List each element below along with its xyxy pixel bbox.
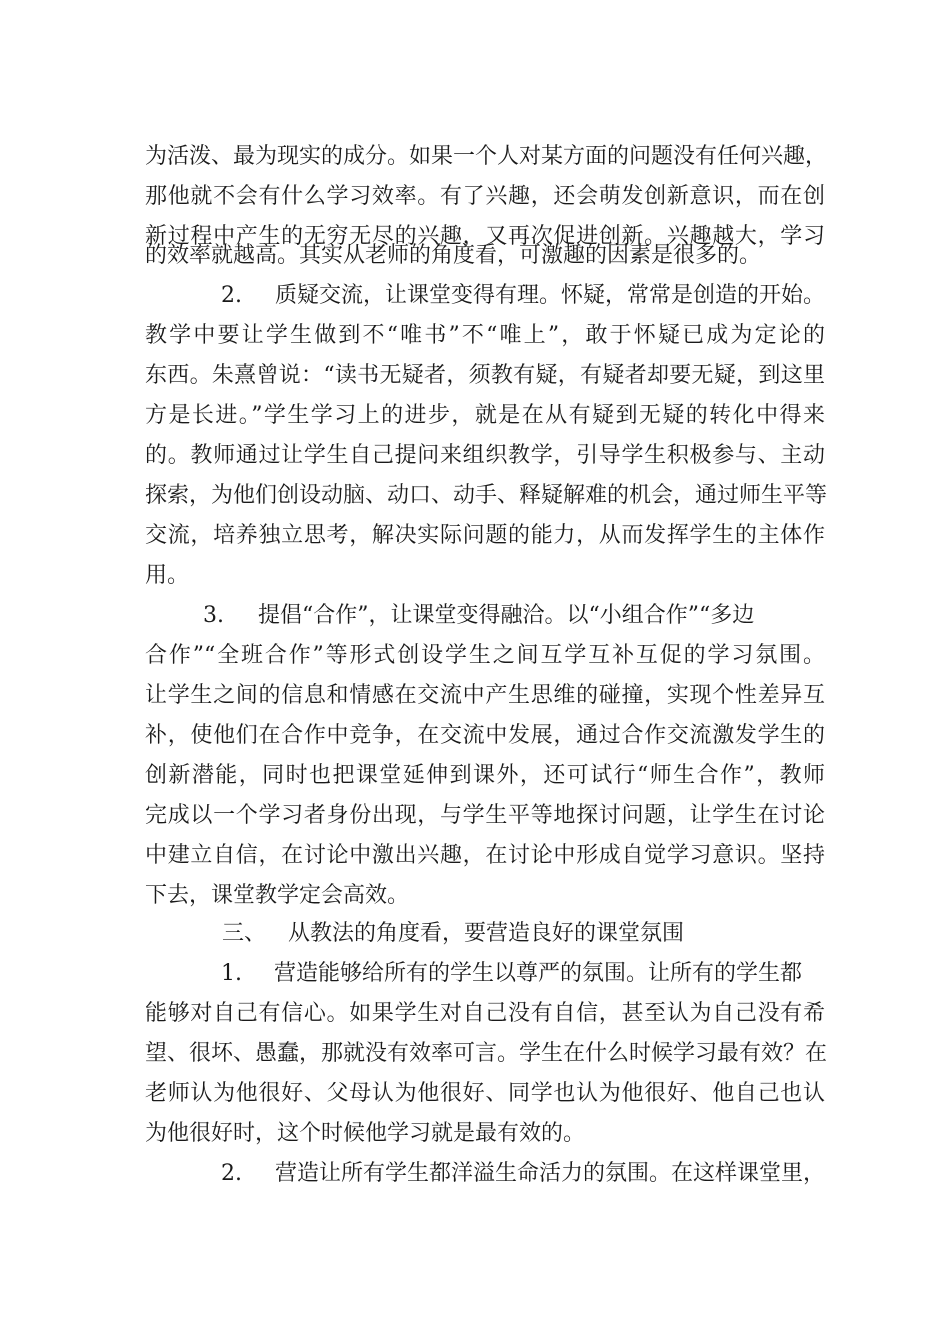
list-item-2	[145, 276, 825, 316]
list-item-text: 营造让所有学生都洋溢生命活力的氛围。在这样课堂里，	[275, 1161, 826, 1186]
paragraph-line: 探索，为他们创设动脑、动口、动手、释疑解难的机会，通过师生平等	[145, 483, 828, 508]
paragraph-line: 完成以一个学习者身份出现，与学生平等地探讨问题，让学生在讨论	[145, 803, 825, 828]
paragraph-line: 东西。朱熹曾说：“读书无疑者，须教有疑，有疑者却要无疑，到这里	[145, 363, 825, 388]
list-item-1	[145, 954, 825, 994]
list-item-3	[145, 596, 825, 636]
paragraph-line: 创新潜能，同时也把课堂延伸到课外，还可试行“师生合作”，教师	[145, 763, 825, 788]
section-number: 三、	[222, 921, 267, 946]
paragraph-line: 中建立自信，在讨论中激出兴趣，在讨论中形成自觉学习意识。坚持	[145, 843, 825, 868]
section-title: 从教法的角度看，要营造良好的课堂氛围	[288, 921, 685, 946]
paragraph-line: 交流，培养独立思考，解决实际问题的能力，从而发挥学生的主体作	[145, 523, 825, 548]
list-item-text: 营造能够给所有的学生以尊严的氛围。让所有的学生都	[274, 961, 803, 986]
paragraph-line: 补，使他们在合作中竞争，在交流中发展，通过合作交流激发学生的	[145, 723, 825, 748]
list-number: 1.	[221, 961, 242, 986]
list-item-text: 质疑交流，让课堂变得有理。怀疑，常常是创造的开始。	[275, 283, 826, 308]
paragraph-line: 新过程中产生的无穷无尽的兴趣，又再次促进创新。兴趣越大，学习	[145, 224, 825, 249]
paragraph-line: 让学生之间的信息和情感在交流中产生思维的碰撞，实现个性差异互	[145, 683, 825, 708]
paragraph-line: 用。	[145, 563, 190, 588]
paragraph-line: 能够对自己有信心。如果学生对自己没有自信，甚至认为自己没有希	[145, 1001, 825, 1026]
paragraph-line: 下去，课堂教学定会高效。	[145, 883, 410, 908]
list-item-text: 提倡“合作”，让课堂变得融洽。以“小组合作”“多边	[258, 603, 755, 628]
paragraph-line: 老师认为他很好、父母认为他很好、同学也认为他很好、他自己也认	[145, 1081, 825, 1106]
paragraph-line: 为活泼、最为现实的成分。如果一个人对某方面的问题没有任何兴趣，	[145, 144, 828, 169]
paragraph-line: 的效率就越高。其实从老师的角度看，可激趣的因素是很多的。	[145, 243, 762, 268]
list-item-2b	[145, 1154, 825, 1194]
paragraph-line: 的。教师通过让学生自己提问来组织教学，引导学生积极参与、主动	[145, 443, 825, 468]
list-number: 2.	[221, 1161, 242, 1186]
paragraph-line: 那他就不会有什么学习效率。有了兴趣，还会萌发创新意识，而在创	[145, 184, 825, 209]
list-number: 2.	[221, 283, 242, 308]
paragraph-line: 望、很坏、愚蠢，那就没有效率可言。学生在什么时候学习最有效？在	[145, 1041, 828, 1066]
paragraph-line: 为他很好时，这个时候他学习就是最有效的。	[145, 1121, 586, 1146]
paragraph-line: 合作”“全班合作”等形式创设学生之间互学互补互促的学习氛围。	[145, 643, 825, 668]
list-number: 3.	[203, 603, 224, 628]
paragraph-line: 方是长进。”学生学习上的进步，就是在从有疑到无疑的转化中得来	[145, 403, 825, 428]
paragraph-line: 教学中要让学生做到不“唯书”不“唯上”，敢于怀疑已成为定论的	[145, 323, 825, 348]
section-heading	[145, 914, 825, 954]
